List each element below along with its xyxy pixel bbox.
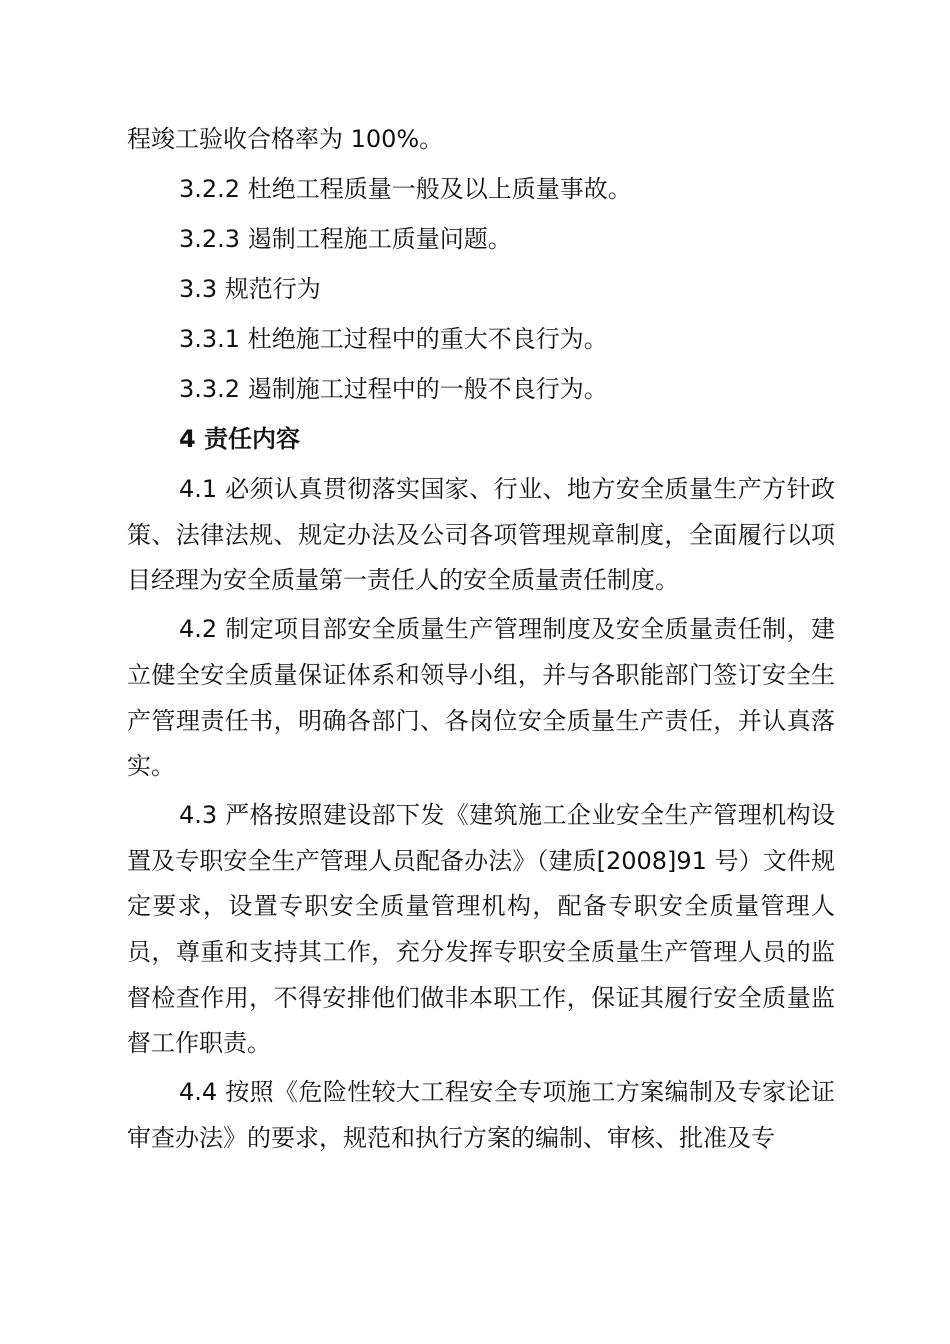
item-3-3-1: 3.3.1 杜绝施工过程中的重大不良行为。 (179, 325, 608, 353)
item-3-2-3: 3.2.3 遏制工程施工质量问题。 (179, 225, 512, 253)
paragraph-4-4: 4.4 按照《危险性较大工程安全专项施工方案编制及专家论证审查办法》的要求，规范和执行方案的编制、审核、批准及专 (127, 1078, 835, 1152)
item-3-2-2: 3.2.2 杜绝工程质量一般及以上质量事故。 (179, 175, 632, 203)
paragraph-4-3: 4.3 严格按照建设部下发《建筑施工企业安全生产管理机构设置及专职安全生产管理人员配备办法》（建质[2008]91 号）文件规定要求，设置专职安全质量管理机构，配备专职安全质量管理人员，尊重和支持其工作，充分发挥专职安全质量生产管理人员的监督检查作用，不得安排他们做非本职工作，保证其履行安全质量监督工作职责。 (127, 800, 835, 1058)
paragraph-4-2: 4.2 制定项目部安全质量生产管理制度及安全质量责任制，建立健全安全质量保证体系和领导小组，并与各职能部门签订安全生产管理责任书，明确各部门、各岗位安全质量生产责任，并认真落实。 (127, 615, 835, 781)
document-body (127, 114, 835, 1162)
paragraph-4-1: 4.1 必须认真贯彻落实国家、行业、地方安全质量生产方针政策、法律法规、规定办法及公司各项管理规章制度，全面履行以项目经理为安全质量第一责任人的安全质量责任制度。 (127, 475, 835, 595)
continuation-line: 程竣工验收合格率为 100%。 (127, 125, 444, 153)
item-3-3-2: 3.3.2 遏制施工过程中的一般不良行为。 (179, 375, 608, 403)
section-3-3-heading: 3.3 规范行为 (179, 275, 321, 303)
section-4-heading: 4 责任内容 (179, 425, 301, 453)
